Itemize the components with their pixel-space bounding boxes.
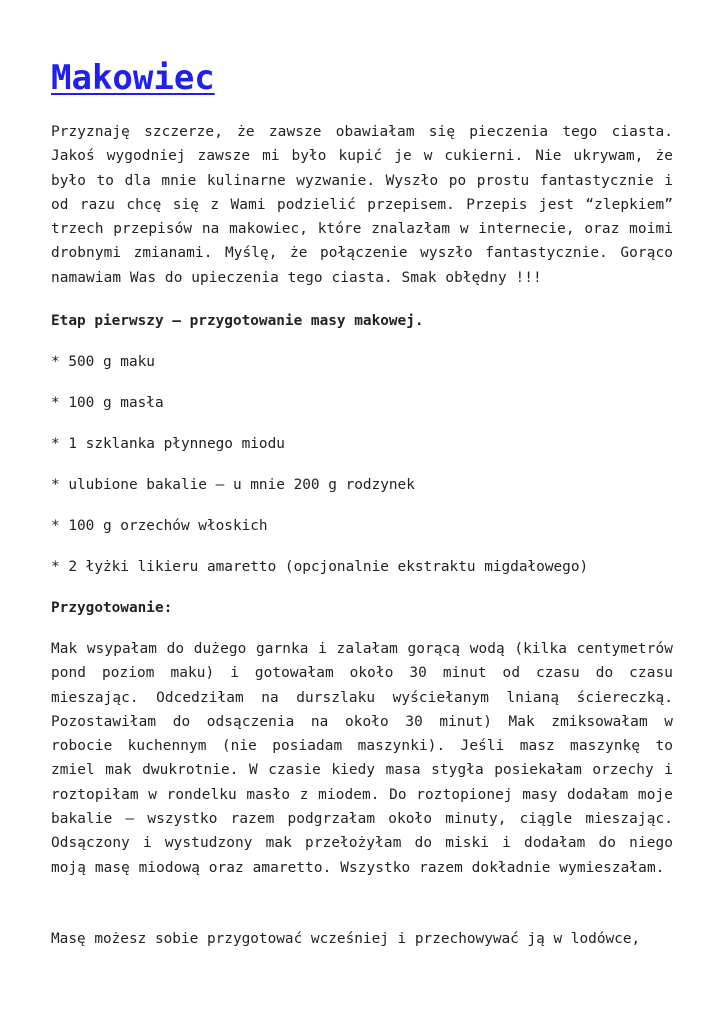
final-paragraph: Masę możesz sobie przygotować wcześniej i przechowywać ją w lodówce, bbox=[51, 931, 641, 947]
intro-paragraph: Przyznaję szczerze, że zawsze obawiałam się pieczenia tego ciasta. Jakoś wygodniej zawsze mi było kupić je w cukierni. Nie ukrywam, że było to dla mnie kulinarne wyzwanie. Wyszło po prostu fantastycznie i od razu chcę się z Wami podzielić przepisem. Przepis jest “zlepkiem” trzech przepisów na makowiec, które znalazłam w internecie, oraz moimi drobnymi zmianami. Myślę, że połączenie wyszło fantastycznie. Gorąco namawiam Was do upieczenia tego ciasta. Smak obłędny !!! bbox=[51, 124, 673, 286]
preparation-paragraph: Mak wsypałam do dużego garnka i zalałam gorącą wodą (kilka centymetrów pond poziom maku) i gotowałam około 30 minut od czasu do czasu mieszając. Odcedziłam na durszlaku wyściełanym lnianą ściereczką. Pozostawiłam do odsączenia na około 30 minut) Mak zmiksowałam w robocie kuchennym (nie posiadam maszynki). Jeśli masz maszynkę to zmiel mak dwukrotnie. W czasie kiedy masa stygła posiekałam orzechy i roztopiłam w rondelku masło z miodem. Do roztopionej masy dodałam moje bakalie – wszystko razem podgrzałam około minuty, ciągle mieszając. Odsączony i wystudzony mak przełożyłam do miski i dodałam do niego moją masę miodową oraz amaretto. Wszystko razem dokładnie wymieszałam. bbox=[51, 641, 673, 876]
stage1-heading: Etap pierwszy – przygotowanie masy makowej. bbox=[51, 313, 424, 329]
article-title-link[interactable]: Makowiec bbox=[51, 58, 215, 98]
ingredient-item: * 500 g maku bbox=[51, 354, 155, 370]
ingredient-item: * 100 g masła bbox=[51, 395, 164, 411]
ingredient-item: * 100 g orzechów włoskich bbox=[51, 518, 268, 534]
ingredient-item: * ulubione bakalie – u mnie 200 g rodzynek bbox=[51, 477, 415, 493]
ingredient-item: * 1 szklanka płynnego miodu bbox=[51, 436, 285, 452]
preparation-heading: Przygotowanie: bbox=[51, 600, 173, 616]
ingredient-item: * 2 łyżki likieru amaretto (opcjonalnie ekstraktu migdałowego) bbox=[51, 559, 589, 575]
